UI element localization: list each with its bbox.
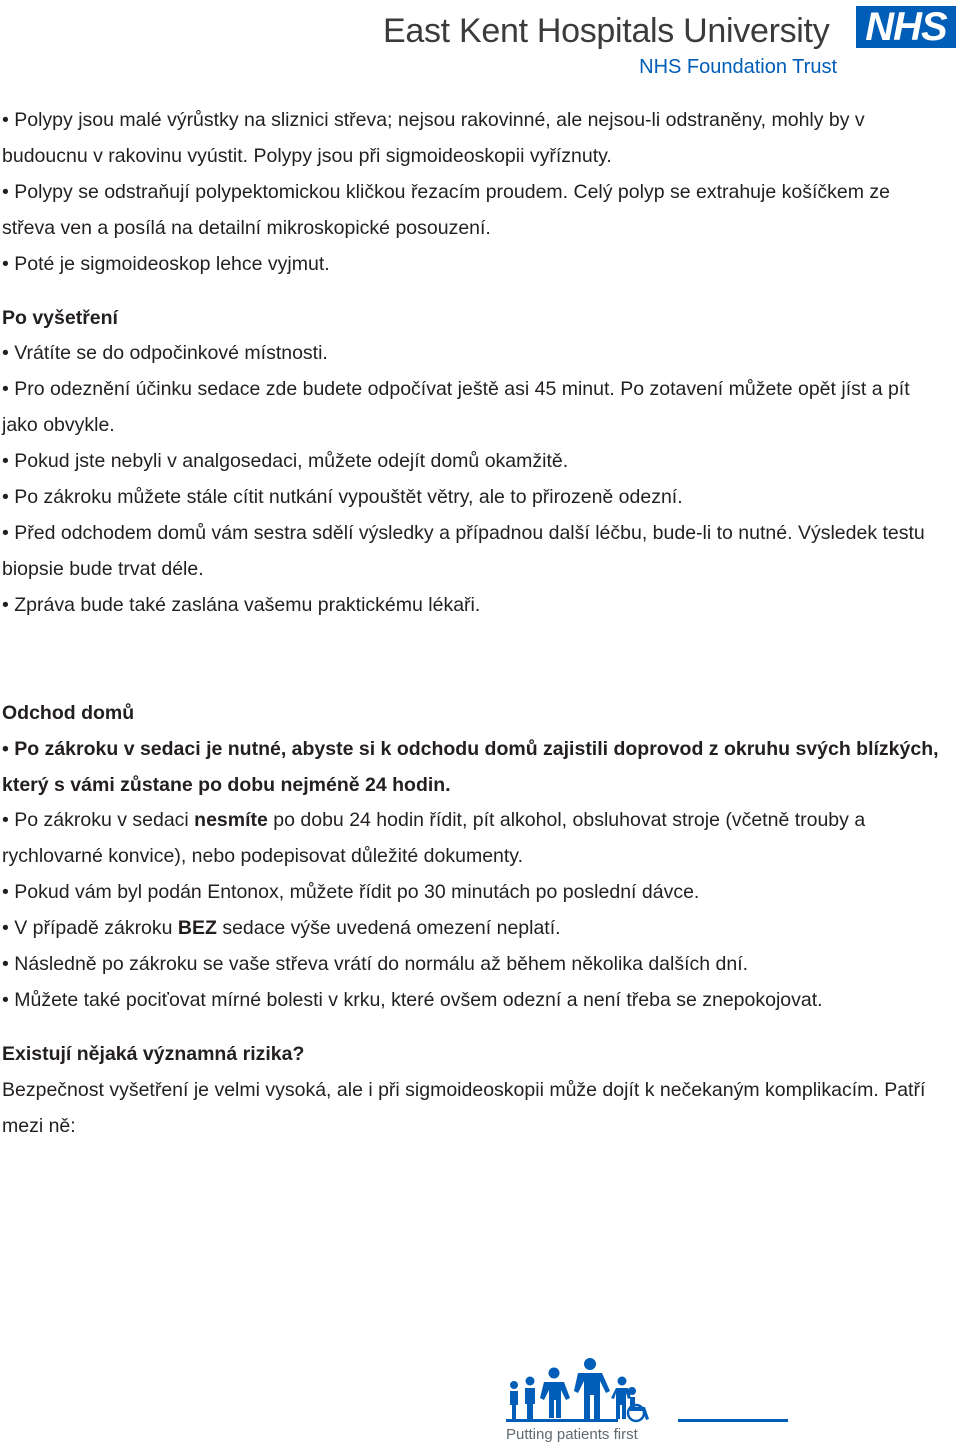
paragraph-risks-intro: Bezpečnost vyšetření je velmi vysoká, ale i při sigmoideoskopii může dojít k nečekaným komplikacím. Patří mezi ně:	[2, 1078, 926, 1137]
heading-risks: Existují nějaká významná rizika?	[2, 1042, 305, 1065]
list-item-entonox: • Pokud vám byl podán Entonox, můžete řídit po 30 minutách po poslední dávce.	[2, 881, 700, 904]
page-header	[0, 0, 960, 90]
list-item-sore-throat: • Můžete také pociťovat mírné bolesti v krku, které ovšem odezní a není třeba se znepokojovat.	[2, 988, 823, 1011]
footer-branding	[500, 1355, 800, 1447]
paragraph-polyps-removal: • Polypy se odstraňují polypektomickou kličkou řezacím proudem. Celý polyp se extrahuje košíčkem ze střeva ven a posílá na detailní mikroskopické posouzení.	[2, 180, 890, 239]
list-item-rest-45-min: • Pro odeznění účinku sedace zde budete odpočívat ještě asi 45 minut. Po zotavení můžete opět jíst a pít jako obvykle.	[2, 378, 910, 437]
list-item-no-sedation: • Pokud jste nebyli v analgosedaci, můžete odejít domů okamžitě.	[2, 450, 569, 473]
list-item-bowel-normal: • Následně po zákroku se vaše střeva vrátí do normálu až během několika dalších dní.	[2, 953, 749, 976]
people-figures-icon	[500, 1355, 800, 1425]
document-body	[2, 103, 942, 1145]
emphasis-must-not: nesmíte	[194, 809, 268, 832]
organization-subtitle: NHS Foundation Trust	[639, 56, 837, 78]
list-item-results: • Před odchodem domů vám sestra sdělí výsledky a případnou další léčbu, bude-li to nutné. Výsledek testu biopsie bude trvat déle.	[2, 521, 925, 580]
organization-name: East Kent Hospitals University	[383, 12, 830, 50]
list-item-escort-required: • Po zákroku v sedaci je nutné, abyste si k odchodu domů zajistili doprovod z okruhu svých blízkých, který s vámi zůstane po dobu nejméně 24 hodin.	[2, 737, 939, 796]
divider-right	[678, 1419, 788, 1422]
list-item-without-sedation: • V případě zákroku BEZ sedace výše uvedená omezení neplatí.	[2, 917, 561, 940]
list-item-restrictions: • Po zákroku v sedaci nesmíte po dobu 24 hodin řídit, pít alkohol, obsluhovat stroje (včetně trouby a rychlovarné konvice), nebo podepisovat důležité dokumenty.	[2, 809, 866, 868]
list-item-gp-report: • Zpráva bude také zaslána vašemu praktickému lékaři.	[2, 593, 481, 616]
heading-going-home: Odchod domů	[2, 701, 135, 724]
list-item-recovery-room: • Vrátíte se do odpočinkové místnosti.	[2, 342, 328, 365]
divider-left	[506, 1419, 618, 1422]
list-item-wind: • Po zákroku můžete stále cítit nutkání vypouštět větry, ale to přirozeně odezní.	[2, 486, 683, 509]
heading-after-exam: Po vyšetření	[2, 306, 118, 329]
emphasis-without: BEZ	[177, 917, 217, 940]
footer-slogan: Putting patients first	[506, 1426, 638, 1443]
paragraph-scope-removed: • Poté je sigmoideoskop lehce vyjmut.	[2, 252, 330, 275]
paragraph-polyps-intro: • Polypy jsou malé výrůstky na sliznici střeva; nejsou rakovinné, ale nejsou-li odstraněny, mohly by v budoucnu v rakovinu vyústit. Polypy jsou při sigmoideoskopii vyříznuty.	[2, 109, 865, 167]
nhs-logo-text: NHS	[865, 5, 947, 49]
nhs-logo	[856, 6, 956, 48]
